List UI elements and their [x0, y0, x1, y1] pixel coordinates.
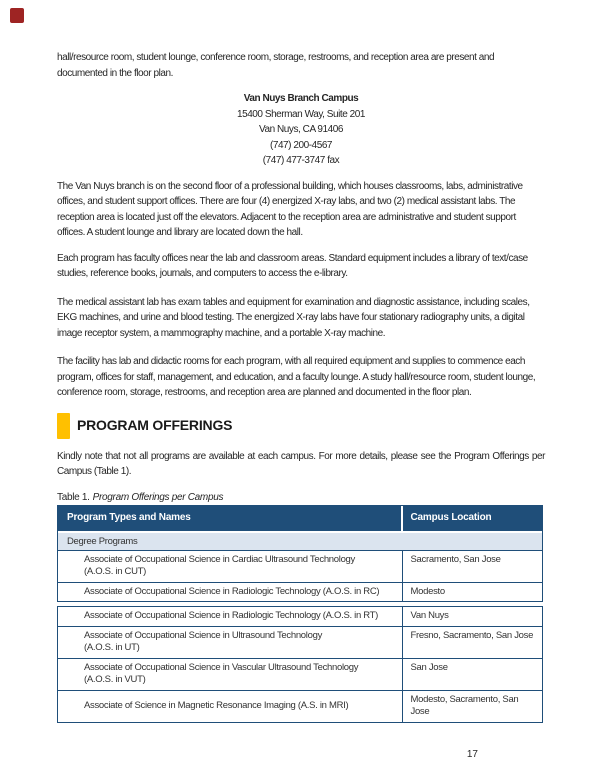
campus-fax: (747) 477-3747 fax: [262, 155, 340, 166]
table-row: [58, 626, 542, 658]
campus-phone: (747) 200-4567: [269, 139, 333, 151]
table-row: [58, 607, 542, 626]
campus-street: 15400 Sherman Way, Suite 201: [236, 108, 366, 120]
heading-accent-square-icon: [57, 413, 70, 439]
column-header-campus-location: Campus Location: [410, 512, 492, 523]
paragraph-medical-assistant-lab: The medical assistant lab has exam tables and equipment for examination and diagnostic assistance, including scales, EKG machines, and urine and blood testing. The energized X-ray labs have four stationary radiography units, a digital image receptor system, a mammography machine, and a portable X-ray machine.: [57, 296, 530, 339]
table-row: [58, 690, 542, 722]
campus-cell: Modesto, Sacramento, San Jose: [410, 693, 519, 717]
table-segment-top: [57, 505, 543, 602]
campus-name: Van Nuys Branch Campus: [243, 93, 359, 104]
campus-cell: Sacramento, San Jose: [410, 553, 501, 565]
campus-cell: Van Nuys: [410, 610, 449, 621]
paragraph-facility: The facility has lab and didactic rooms for each program, with all required equipment and supplies to commence each program, offices for staff, management, and education, and a faculty lounge. A study hall/resource room, student lounge, conference room, storage, restrooms, and reception area are planned and documented in the floor plan.: [57, 356, 536, 398]
program-cell: Associate of Occupational Science in Radiologic Technology (A.O.S. in RT): [58, 607, 403, 626]
paragraph-faculty-offices: Each program has faculty offices near the lab and classroom areas. Standard equipment includes a library of text/case studies, reference books, journals, and computers to access the e-library.: [57, 252, 528, 279]
program-cell: Associate of Occupational Science in Vascular Ultrasound Technology (A.O.S. in VUT): [58, 659, 403, 690]
annotation-marker-icon: [10, 8, 24, 23]
program-cell: Associate of Occupational Science in Ultrasound Technology (A.O.S. in UT): [58, 627, 403, 658]
table-row: [58, 550, 542, 582]
campus-cell: San Jose: [410, 661, 448, 673]
program-cell: Associate of Science in Magnetic Resonance Imaging (A.S. in MRI): [58, 691, 403, 722]
program-cell: Associate of Occupational Science in Radiologic Technology (A.O.S. in RC): [58, 583, 403, 602]
table-row: [58, 582, 542, 602]
section-note-paragraph: Kindly note that not all programs are available at each campus. For more details, please see the Program Offerings per Campus (Table 1).: [57, 450, 545, 477]
section-heading-row: [57, 413, 544, 440]
top-paragraph: hall/resource room, student lounge, conference room, storage, restrooms, and reception area are present and documented in the floor plan.: [57, 52, 495, 79]
campus-cell: Fresno, Sacramento, San Jose: [410, 629, 534, 641]
paragraph-branch-description: The Van Nuys branch is on the second floor of a professional building, which houses classrooms, labs, administrative offices, and student support offices. There are four (4) energized X-ray labs, and two (2) medical assistant labs. The reception area is located just off the elevators. Adjacent to the reception area are administrative and student support offices. A student lounge and library are located down the hall.: [57, 180, 523, 238]
group-row-degree-programs: Degree Programs: [58, 533, 542, 550]
table-segment-bottom: [57, 606, 543, 723]
column-header-program-types: Program Types and Names: [58, 506, 403, 531]
table-caption-prefix: Table 1.: [57, 491, 90, 503]
campus-cell: Modesto: [410, 585, 445, 597]
page-number: 17: [466, 748, 478, 760]
table-header-row: [58, 506, 542, 531]
program-offerings-table: [57, 505, 543, 723]
section-heading: PROGRAM OFFERINGS: [77, 417, 233, 434]
table-caption: [57, 490, 544, 506]
table-row: [58, 658, 542, 690]
campus-city: Van Nuys, CA 91406: [259, 124, 343, 135]
campus-address-block: [57, 91, 545, 169]
program-cell: Associate of Occupational Science in Cardiac Ultrasound Technology (A.O.S. in CUT): [58, 551, 403, 582]
table-caption-title: Program Offerings per Campus: [92, 491, 224, 503]
